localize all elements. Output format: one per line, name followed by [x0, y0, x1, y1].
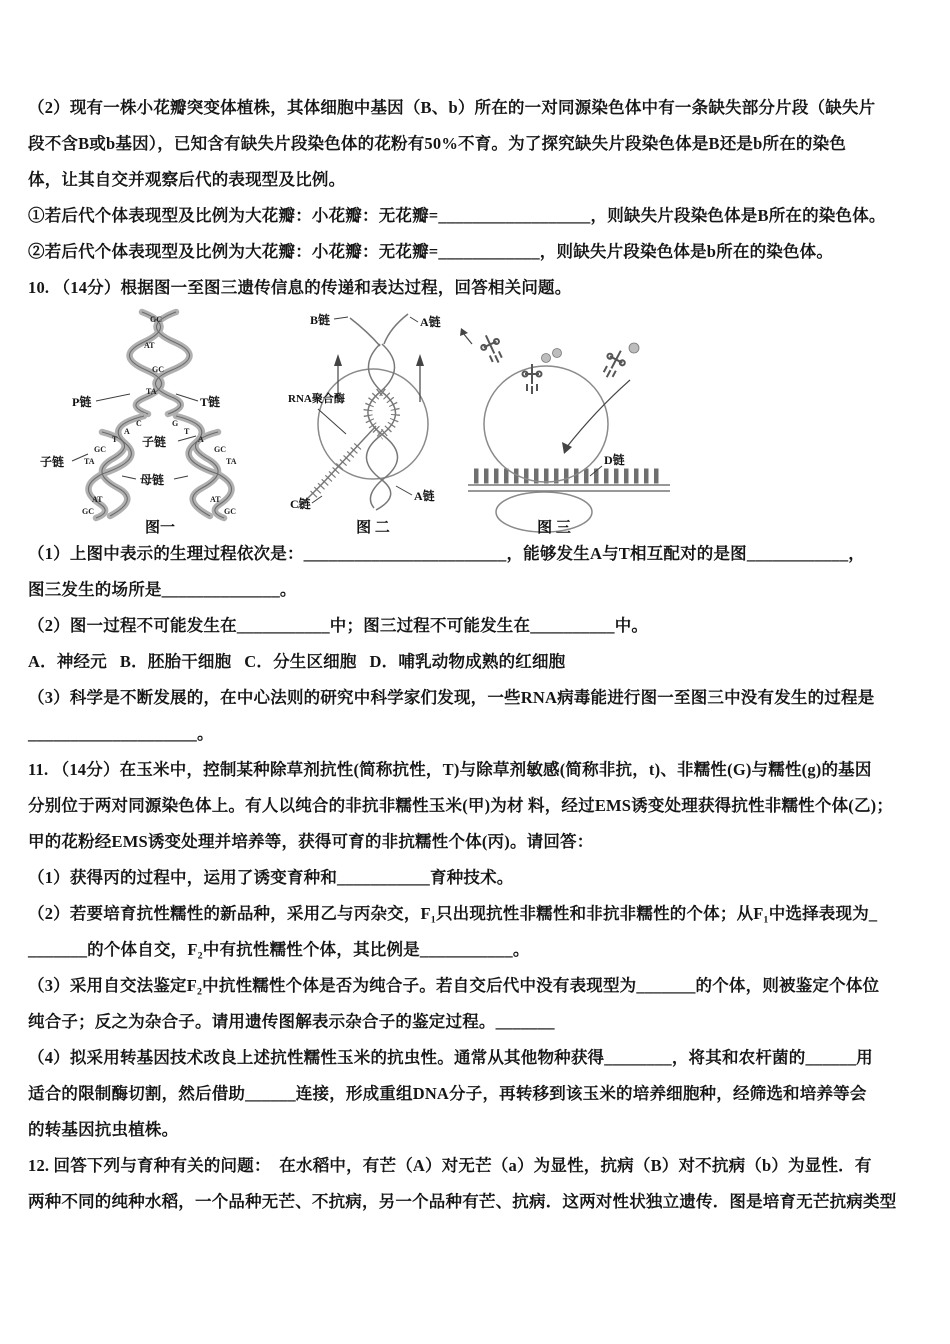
q10-intro: 10. （14分）根据图一至图三遗传信息的传递和表达过程，回答相关问题。: [28, 278, 572, 297]
base-pair-label: A: [198, 435, 204, 444]
q9p2-line: 体，让其自交并观察后代的表现型及比例。: [28, 170, 346, 189]
figure-translation: [458, 306, 683, 536]
base-pair-label: AT: [144, 341, 155, 350]
direction-arrows: [334, 354, 424, 402]
ribosome-large-subunit: [484, 366, 608, 482]
q11-line: 分别位于两对同源染色体上。有人以纯合的非抗非糯性玉米(甲)为材 料，经过EMS诱变处理获得抗性非糯性个体(乙)；: [28, 796, 894, 815]
parent-strand-label: 母链: [140, 473, 165, 487]
q9p2-line: （2）现有一株小花瓣突变体植株，其体细胞中基因（B、b）所在的一对同源染色体中有一条缺失部分片段（缺失片: [28, 98, 876, 117]
a-strand-bottom-label: A链: [414, 489, 435, 503]
base-pair-label: GC: [152, 365, 164, 374]
q11-line: （2）若要培育抗性糯性的新品种，采用乙与丙杂交，F₁只出现抗性非糯性和非抗非糯性的个体；从F₁中选择表现为_: [28, 904, 878, 923]
q11-line: 的转基因抗虫植株。: [28, 1120, 179, 1139]
base-pair-label: GC: [94, 445, 106, 454]
base-pair-label: AT: [210, 495, 221, 504]
q11-line: （3）采用自交法鉴定F₂中抗性糯性个体是否为纯合子。若自交后代中没有表现型为_______的个体，则被鉴定个体位: [28, 976, 880, 995]
base-pair-label: C: [136, 419, 142, 428]
trna-exit-arrow: [460, 328, 472, 344]
a-strand-top-label: A链: [420, 315, 441, 329]
q11-line: （4）拟采用转基因技术改良上述抗性糯性玉米的抗虫性。通常从其他物种获得________，将其和农杆菌的______用: [28, 1048, 873, 1067]
t-strand-label: T链: [200, 395, 221, 409]
base-pair-label: T: [184, 427, 190, 436]
base-pair-label: TA: [146, 387, 157, 396]
figure-dna-replication: [38, 306, 288, 536]
q11-line: _______的个体自交，F₂中有抗性糯性个体，其比例是___________。: [28, 940, 530, 959]
b-strand-label: B链: [310, 313, 331, 327]
q11-line: （1）获得丙的过程中，运用了诱变育种和___________育种技术。: [28, 868, 514, 887]
trna-icon: [598, 346, 629, 381]
dna-double-helix: [129, 312, 189, 414]
base-pair-label: GC: [150, 315, 162, 324]
child-strand-label: 子链: [40, 455, 65, 469]
q12-line: 12. 回答下列与育种有关的问题： 在水稻中，有芒（A）对无芒（a）为显性，抗病（B）对不抗病（b）为显性．有: [28, 1156, 872, 1175]
figure1-caption: 图一: [144, 520, 176, 536]
q9p2-line: ①若后代个体表现型及比例为大花瓣：小花瓣：无花瓣=__________________，则缺失片段染色体是B所在的染色体。: [28, 206, 886, 225]
q11-line: 适合的限制酶切割，然后借助______连接，形成重组DNA分子，再转移到该玉米的培养细胞种，经筛选和培养等会: [28, 1084, 867, 1103]
q10-line: 图三发生的场所是______________。: [28, 580, 297, 599]
base-pair-label: GC: [82, 507, 94, 516]
q10-line: （2）图一过程不可能发生在___________中；图三过程不可能发生在__________中。: [28, 616, 649, 635]
trna-icon: [477, 331, 507, 366]
child-strand-label: 子链: [142, 435, 167, 449]
base-pair-label: G: [172, 419, 179, 428]
figure2-caption: 图 二: [356, 520, 390, 536]
base-pair-label: TA: [226, 457, 237, 466]
base-pair-label: GC: [224, 507, 236, 516]
base-pair-label: AT: [92, 495, 103, 504]
q9p2-line: 段不含B或b基因），已知含有缺失片段染色体的花粉有50%不育。为了探究缺失片段染色体是B还是b所在的染色: [28, 134, 847, 153]
q12-line: 两种不同的纯种水稻，一个品种无芒、不抗病，另一个品种有芒、抗病．这两对性状独立遗传．图是培育无芒抗病类型: [28, 1192, 897, 1211]
rna-polymerase-label: RNA聚合酶: [288, 393, 345, 405]
p-strand-label: P链: [72, 395, 92, 409]
q10-line: （3）科学是不断发展的，在中心法则的研究中科学家们发现，一些RNA病毒能进行图一至图三中没有发生的过程是: [28, 688, 875, 707]
base-pair-label: T: [112, 435, 118, 444]
amino-acid-dot: [629, 343, 639, 353]
figure-transcription: [288, 306, 458, 536]
rna-product-strand: [298, 426, 376, 508]
amino-acid-dot: [553, 349, 562, 358]
q10-line: （1）上图中表示的生理过程依次是：________________________，能够发生A与T相互配对的是图____________，: [28, 544, 865, 563]
d-strand-label: D链: [604, 453, 625, 467]
q9p2-line: ②若后代个体表现型及比例为大花瓣：小花瓣：无花瓣=____________，则缺失片段染色体是b所在的染色体。: [28, 242, 834, 261]
trna-entry-arrow: [562, 380, 630, 454]
q11-line: 11. （14分）在玉米中，控制某种除草剂抗性(简称抗性，T)与除草剂敏感(简称非抗，t)、非糯性(G)与糯性(g)的基因: [28, 760, 872, 779]
q10-line: ____________________。: [28, 724, 214, 743]
figure-row: [38, 306, 922, 536]
q11-line: 纯合子；反之为杂合子。请用遗传图解表示杂合子的鉴定过程。_______: [28, 1012, 555, 1031]
base-pair-label: TA: [84, 457, 95, 466]
c-strand-label: C链: [290, 497, 311, 511]
q11-line: 甲的花粉经EMS诱变处理并培养等，获得可育的非抗糯性个体(丙)。请回答：: [28, 832, 594, 851]
base-pair-label: GC: [214, 445, 226, 454]
base-pair-label: A: [124, 427, 130, 436]
q10-line: A．神经元 B．胚胎干细胞 C．分生区细胞 D．哺乳动物成熟的红细胞: [28, 652, 566, 671]
amino-acid-dot: [542, 354, 551, 363]
dna-template-strands: [350, 314, 408, 510]
figure3-caption: 图 三: [537, 520, 571, 536]
